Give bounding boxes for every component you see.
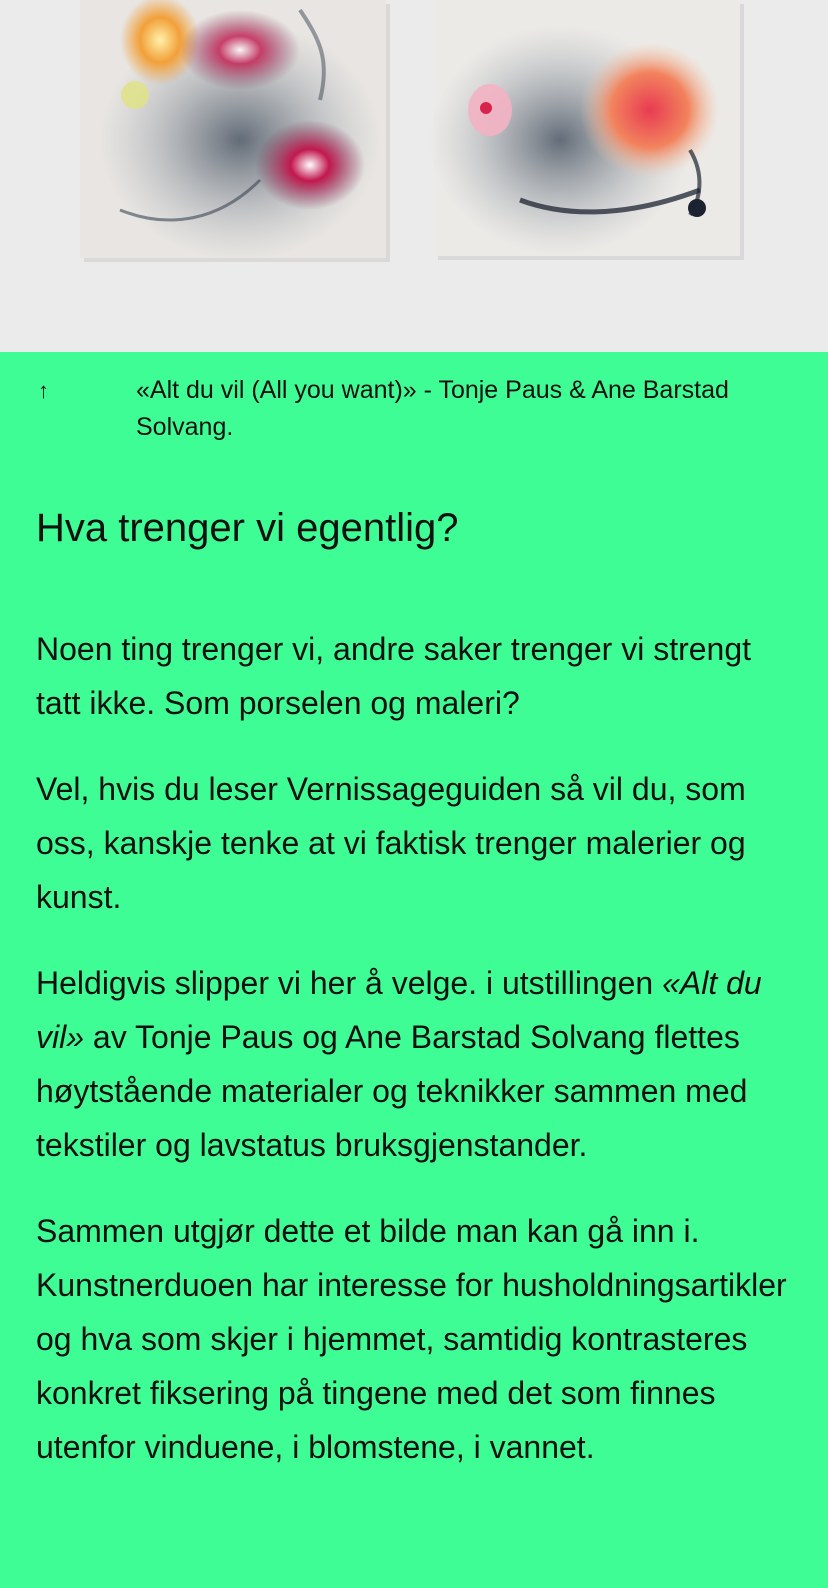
painting-left [80, 0, 390, 262]
painting-right [430, 0, 744, 260]
exhibition-title: «Alt du vil» [36, 965, 762, 1055]
paragraph-1: Noen ting trenger vi, andre saker trenger vi strengt tatt ikke. Som porselen og maleri? [36, 631, 752, 721]
arrow-up-icon[interactable]: ↑ [38, 378, 49, 403]
paragraph-2: Vel, hvis du leser Vernissageguiden så vil du, som oss, kanskje tenke at vi faktisk trenger malerier og kunst. [36, 771, 746, 915]
article-text [36, 622, 796, 1506]
paragraph-3-end: av Tonje Paus og Ane Barstad Solvang flettes høytstående materialer og teknikker sammen med tekstiler og lavstatus bruksgjenstander. [36, 1019, 748, 1163]
paragraph-4: Sammen utgjør dette et bilde man kan gå inn i. Kunstnerduoen har interesse for husholdningsartikler og hva som skjer i hjemmet, samtidig kontrasteres konkret fiksering på tingene med det som finnes utenfor vinduene, i blomstene, i vannet. [36, 1213, 787, 1465]
caption-text: «Alt du vil (All you want)» - Tonje Paus & Ane Barstad Solvang. [136, 376, 729, 441]
paragraph-3 [36, 956, 796, 1172]
paragraph-3-start: Heldigvis slipper vi her å velge. i utstillingen [36, 965, 663, 1001]
article-heading: Hva trenger vi egentlig? [36, 506, 459, 550]
hero-image [0, 0, 828, 352]
artwork-photo [0, 0, 828, 352]
article-body [0, 352, 828, 1588]
